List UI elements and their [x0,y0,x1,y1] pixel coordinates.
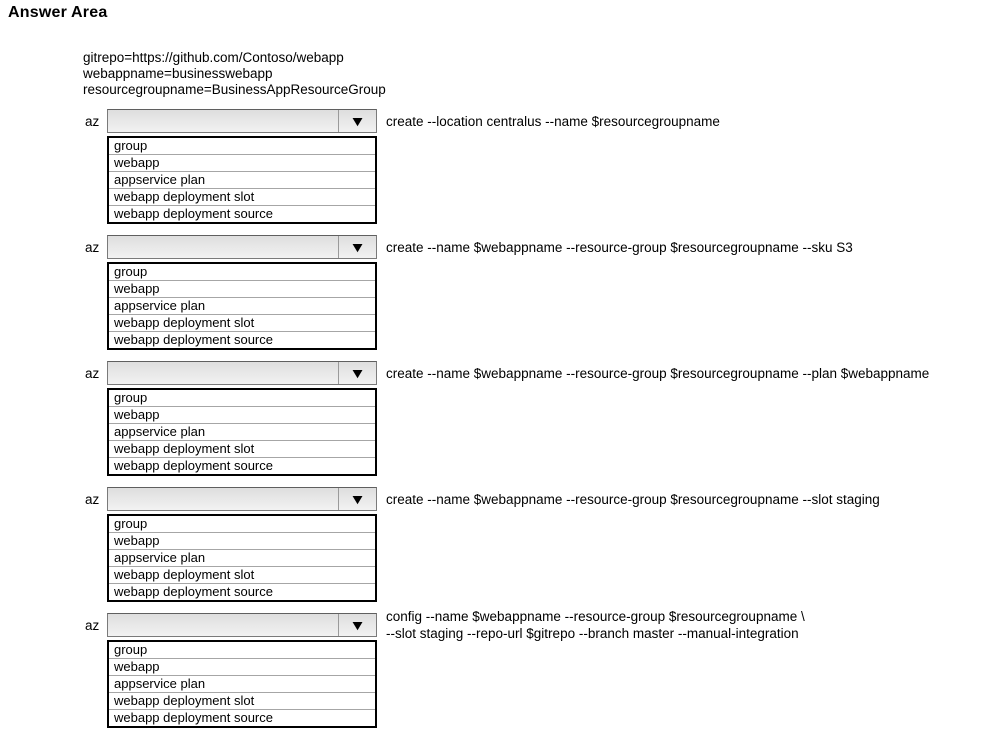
dropdown-option-webapp-deployment-source[interactable]: webapp deployment source [114,584,273,599]
dropdown-selected-value[interactable] [108,614,339,636]
dropdown-options-list [107,640,377,728]
dropdown-option-webapp-deployment-source[interactable]: webapp deployment source [114,458,273,473]
dropdown-option-webapp-deployment-slot[interactable]: webapp deployment slot [109,693,375,710]
gitrepo-variable: gitrepo=https://github.com/Contoso/webapp [83,50,344,65]
command-row-4 [85,486,929,602]
dropdown-option-appservice-plan[interactable]: appservice plan [109,424,375,441]
command-row-2 [85,234,929,350]
dropdown-arrow-button[interactable] [339,488,376,510]
az-prefix-label: az [85,113,100,129]
dropdown-option-appservice-plan[interactable]: appservice plan [109,676,375,693]
dropdown-option-group[interactable]: group [109,390,375,407]
dropdown-option-webapp-deployment-source[interactable]: webapp deployment source [114,206,273,221]
dropdown-arrow-button[interactable] [339,236,376,258]
command-dropdown-2[interactable] [107,235,377,259]
command-text: create --name $webappname --resource-group $resourcegroupname --sku S3 [386,239,853,255]
dropdown-option-group[interactable]: group [109,138,375,155]
az-prefix-label: az [85,239,100,255]
chevron-down-icon: ▼ [349,617,366,633]
dropdown-options-list [107,388,377,476]
command-text: create --name $webappname --resource-group $resourcegroupname --slot staging [386,491,880,507]
chevron-down-icon: ▼ [349,365,366,381]
command-text: config --name $webappname --resource-group $resourcegroupname \ --slot staging --repo-url $gitrepo --branch master --manual-integration [386,609,805,641]
chevron-down-icon: ▼ [349,239,366,255]
command-blocks [85,108,929,738]
dropdown-selected-value[interactable] [108,236,339,258]
command-text: create --location centralus --name $resourcegroupname [386,113,720,129]
az-prefix-label: az [85,365,100,381]
dropdown-option-webapp[interactable]: webapp [109,155,375,172]
dropdown-arrow-button[interactable] [339,110,376,132]
dropdown-option-webapp[interactable]: webapp [109,659,375,676]
dropdown-option-webapp-deployment-slot[interactable]: webapp deployment slot [109,189,375,206]
dropdown-option-webapp-deployment-source[interactable]: webapp deployment source [114,332,273,347]
dropdown-option-group[interactable]: group [109,516,375,533]
command-row-1 [85,108,929,224]
command-dropdown-3[interactable] [107,361,377,385]
dropdown-options-list [107,136,377,224]
dropdown-arrow-button[interactable] [339,614,376,636]
command-text: create --name $webappname --resource-group $resourcegroupname --plan $webappname [386,365,930,381]
dropdown-option-appservice-plan[interactable]: appservice plan [109,298,375,315]
dropdown-arrow-button[interactable] [339,362,376,384]
dropdown-option-webapp-deployment-slot[interactable]: webapp deployment slot [109,315,375,332]
dropdown-options-list [107,514,377,602]
dropdown-option-webapp[interactable]: webapp [109,533,375,550]
dropdown-option-webapp-deployment-slot[interactable]: webapp deployment slot [109,567,375,584]
command-dropdown-1[interactable] [107,109,377,133]
az-prefix-label: az [85,617,100,633]
chevron-down-icon: ▼ [349,491,366,507]
dropdown-selected-value[interactable] [108,362,339,384]
dropdown-option-appservice-plan[interactable]: appservice plan [109,172,375,189]
az-prefix-label: az [85,491,100,507]
dropdown-option-webapp[interactable]: webapp [109,281,375,298]
dropdown-option-webapp-deployment-source[interactable]: webapp deployment source [114,710,273,725]
dropdown-option-group[interactable]: group [109,642,375,659]
dropdown-options-list [107,262,377,350]
resourcegroupname-variable: resourcegroupname=BusinessAppResourceGroup [83,82,386,97]
command-row-3 [85,360,929,476]
dropdown-option-group[interactable]: group [109,264,375,281]
dropdown-option-webapp-deployment-slot[interactable]: webapp deployment slot [109,441,375,458]
variable-declarations [83,50,386,98]
dropdown-selected-value[interactable] [108,110,339,132]
chevron-down-icon: ▼ [349,113,366,129]
command-row-5 [85,609,929,728]
command-dropdown-5[interactable] [107,613,377,637]
dropdown-selected-value[interactable] [108,488,339,510]
page-title: Answer Area [8,4,108,21]
dropdown-option-appservice-plan[interactable]: appservice plan [109,550,375,567]
command-dropdown-4[interactable] [107,487,377,511]
dropdown-option-webapp[interactable]: webapp [109,407,375,424]
webappname-variable: webappname=businesswebapp [83,66,273,81]
